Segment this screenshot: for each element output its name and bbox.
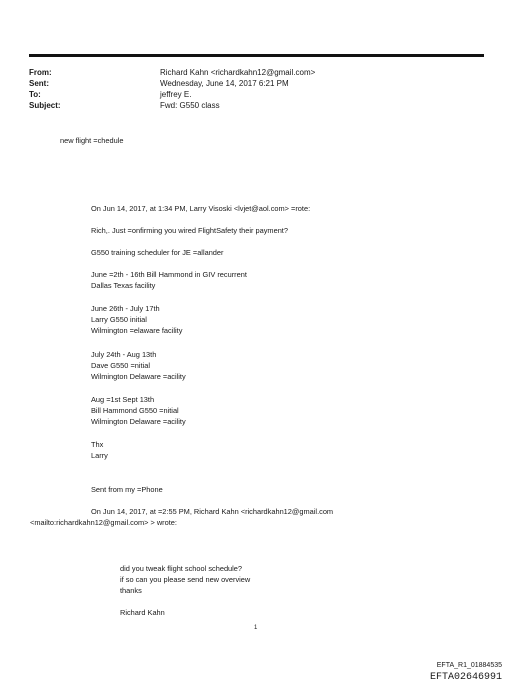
sent-label: Sent:	[29, 79, 49, 88]
from-row	[29, 68, 315, 78]
schedule-line: Aug =1st Sept 13th	[91, 395, 155, 404]
schedule-line: Wilmington Delaware =acility	[91, 372, 186, 381]
from-value: Richard Kahn <richardkahn12@gmail.com>	[160, 68, 316, 77]
schedule-line: July 24th - Aug 13th	[91, 350, 157, 359]
header-divider	[29, 54, 484, 57]
schedule-line: Dallas Texas facility	[91, 281, 156, 290]
quoted-header-2: On Jun 14, 2017, at =2:55 PM, Richard Kahn <richardkahn12@gmail.com	[91, 507, 334, 516]
body-line: G550 training scheduler for JE =allander	[91, 248, 224, 257]
intro-line: new flight =chedule	[60, 136, 124, 145]
subject-row	[29, 101, 220, 111]
to-row	[29, 90, 191, 100]
quoted-header-2-cont: <mailto:richardkahn12@gmail.com> > wrote:	[30, 518, 177, 527]
schedule-line: Wilmington =elaware facility	[91, 326, 183, 335]
to-value: jeffrey E.	[160, 90, 192, 99]
sent-row	[29, 79, 289, 89]
schedule-line: Larry G550 initial	[91, 315, 147, 324]
efta-reference-small: EFTA_R1_01884535	[436, 662, 502, 669]
body-line: Rich,. Just =onfirming you wired FlightSafety their payment?	[91, 226, 288, 235]
page-number: 1	[254, 625, 258, 631]
schedule-line: June =2th - 16th Bill Hammond in GIV recurrent	[91, 270, 247, 279]
signoff-line: Larry	[91, 451, 108, 460]
inner-signature: Richard Kahn	[120, 608, 165, 617]
schedule-line: Wilmington Delaware =acility	[91, 417, 186, 426]
from-label: From:	[29, 68, 52, 77]
subject-label: Subject:	[29, 101, 61, 110]
sent-from-line: Sent from my =Phone	[91, 485, 163, 494]
signoff-line: Thx	[91, 440, 104, 449]
inner-line: if so can you please send new overview	[120, 575, 251, 584]
schedule-line: June 26th - July 17th	[91, 304, 160, 313]
inner-line: thanks	[120, 586, 142, 595]
quoted-header: On Jun 14, 2017, at 1:34 PM, Larry Visoski <lvjet@aol.com> =rote:	[91, 204, 311, 213]
to-label: To:	[29, 90, 41, 99]
schedule-line: Bill Hammond G550 =nitial	[91, 406, 179, 415]
sent-value: Wednesday, June 14, 2017 6:21 PM	[160, 79, 289, 88]
efta-reference-large: EFTA02646991	[429, 672, 502, 683]
subject-value: Fwd: G550 class	[160, 101, 220, 110]
schedule-line: Dave G550 =nitial	[91, 361, 150, 370]
inner-line: did you tweak flight school schedule?	[120, 564, 243, 573]
